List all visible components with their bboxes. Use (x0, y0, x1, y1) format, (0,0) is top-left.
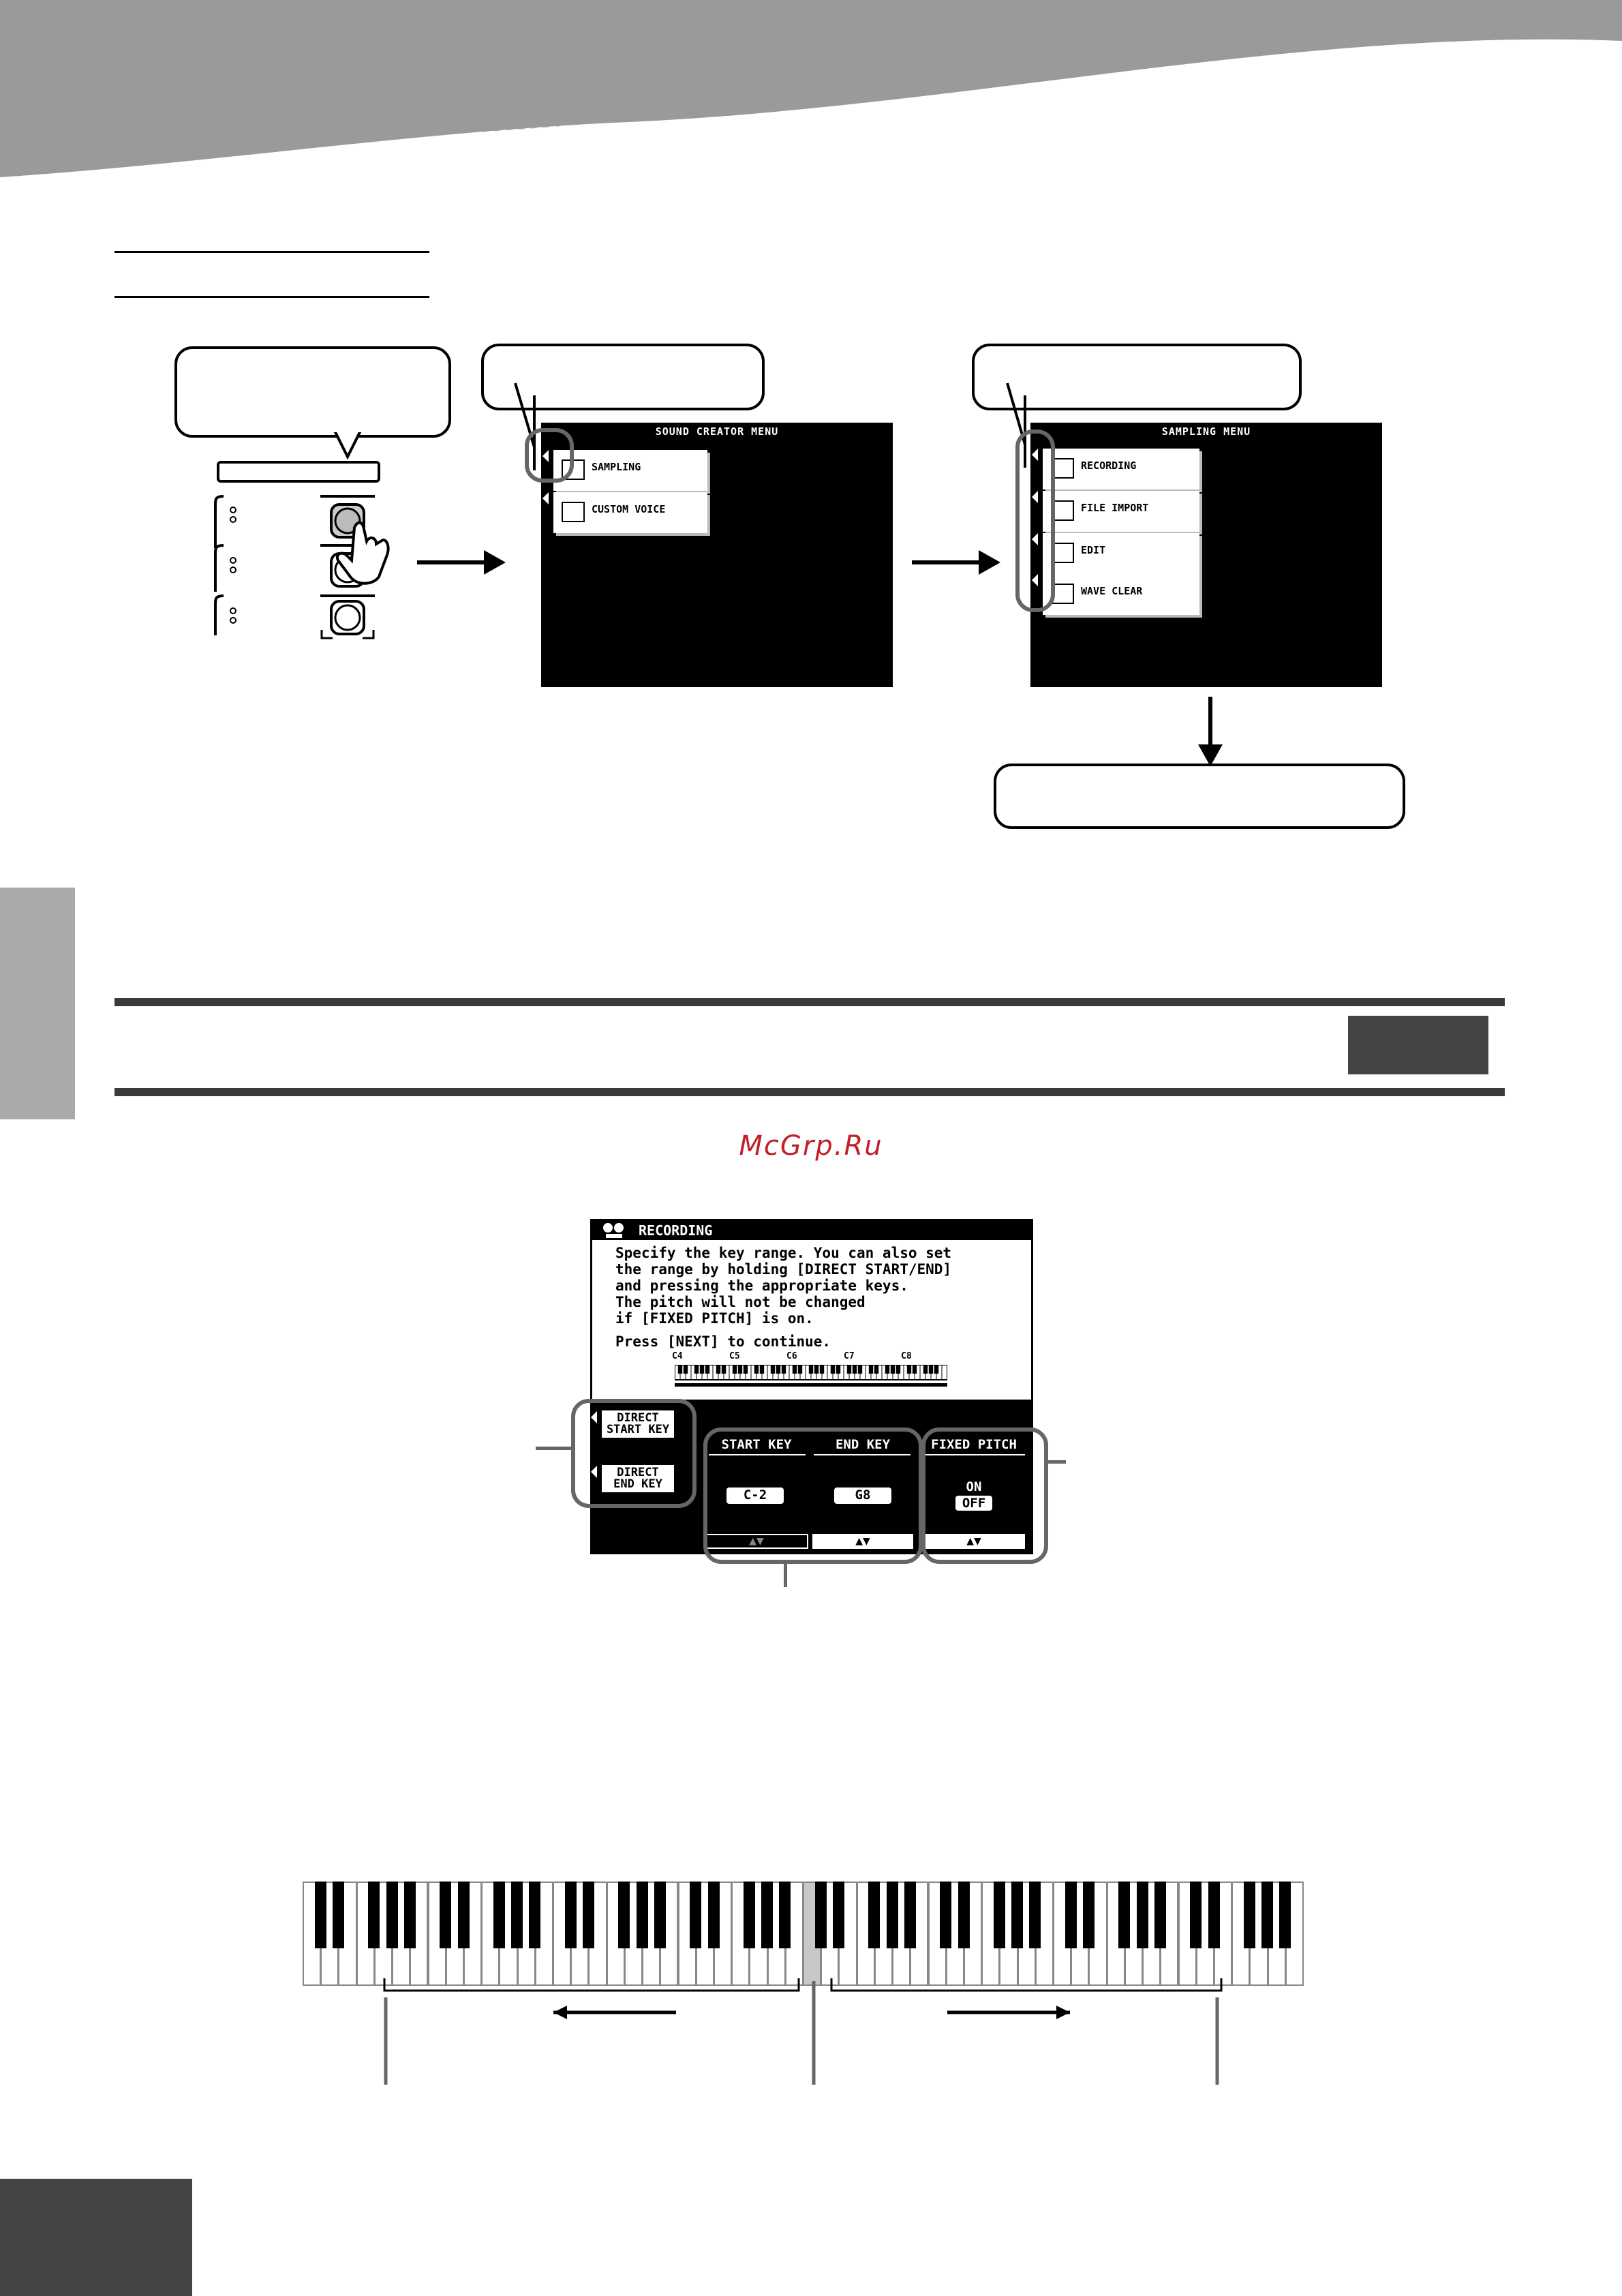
black-key (333, 1882, 344, 1948)
key-label-c7: C7 (844, 1351, 855, 1361)
black-key (887, 1882, 898, 1948)
black-key (1279, 1882, 1291, 1948)
key-label-c6: C6 (786, 1351, 797, 1361)
mini-keyboard-labels (672, 1351, 958, 1363)
menu-item-file-import[interactable]: FILE IMPORT (1043, 491, 1199, 532)
menu-item-sampling[interactable]: SAMPLING (553, 450, 707, 491)
key-label-c4: C4 (672, 1351, 683, 1361)
ring-key-range (703, 1428, 923, 1564)
ring-direct-keys (571, 1399, 697, 1508)
panel-button-group (211, 489, 395, 646)
end-key-updown[interactable]: ▲▼ (812, 1534, 913, 1549)
black-key (493, 1882, 505, 1948)
start-key-value[interactable]: C-2 (726, 1487, 784, 1504)
key-label-c5: C5 (729, 1351, 740, 1361)
fixed-pitch-label: FIXED PITCH (931, 1437, 1017, 1452)
black-key (815, 1882, 827, 1948)
black-key (637, 1882, 648, 1948)
black-key (1083, 1882, 1095, 1948)
highlight-ring-sampling (525, 428, 574, 483)
callout-pointer (333, 429, 363, 459)
fixed-pitch-off[interactable]: OFF (955, 1496, 992, 1511)
black-key (583, 1882, 594, 1948)
menu-item-edit[interactable]: EDIT (1043, 533, 1199, 574)
section-rule-top (114, 998, 1505, 1006)
sampling-menu-title: SAMPLING MENU (1161, 425, 1251, 438)
black-key (1137, 1882, 1148, 1948)
keyboard-diagram (303, 1882, 1303, 1987)
black-key (1118, 1882, 1130, 1948)
menu-item-recording[interactable]: RECORDING (1043, 449, 1199, 489)
black-key (708, 1882, 720, 1948)
page-number-block (0, 2179, 192, 2296)
sampling-menu-screen (1030, 423, 1382, 687)
header-halftone-band (0, 0, 1622, 184)
black-key (529, 1882, 540, 1948)
watermark: McGrp.Ru (739, 1130, 883, 1162)
black-key (1261, 1882, 1273, 1948)
panel-label-bar (217, 461, 380, 483)
black-key (744, 1882, 755, 1948)
title-rule-top (114, 251, 429, 253)
recording-instructions: Specify the key range. You can also set the range by holding [DIRECT START/END] and pressing the appropriate keys. The pitch will not be changed if [FIXED PITCH] is on. Press [NEXT] to continue. (615, 1245, 952, 1350)
custom-voice-icon (562, 502, 585, 522)
black-key (511, 1882, 523, 1948)
callout-bubble-result (994, 764, 1405, 829)
fixed-pitch-on[interactable]: ON (966, 1479, 982, 1494)
black-key (458, 1882, 470, 1948)
black-key (565, 1882, 577, 1948)
direct-end-key-button[interactable]: DIRECT END KEY (600, 1463, 676, 1494)
black-key (833, 1882, 844, 1948)
sound-creator-menu-screen (541, 423, 893, 687)
leader-fixed-pitch (1044, 1460, 1066, 1464)
title-rule-bottom (114, 296, 429, 298)
flow-arrow-1-line (417, 560, 485, 564)
sound-creator-menu-title: SOUND CREATOR MENU (655, 425, 779, 438)
black-key (868, 1882, 880, 1948)
start-key-label: START KEY (721, 1437, 792, 1452)
black-key (315, 1882, 326, 1948)
end-key-label: END KEY (835, 1437, 891, 1452)
black-key (1011, 1882, 1023, 1948)
black-key (1190, 1882, 1202, 1948)
leader-key-range (784, 1560, 787, 1587)
black-key (440, 1882, 451, 1948)
black-key (1154, 1882, 1166, 1948)
end-key-value[interactable]: G8 (834, 1487, 891, 1504)
flow-arrow-2-line (912, 560, 980, 564)
recording-icon (602, 1222, 626, 1240)
highlight-ring-sampling-menu (1015, 429, 1055, 612)
direct-start-key-button[interactable]: DIRECT START KEY (600, 1408, 676, 1440)
menu-select-arrow (542, 492, 549, 504)
flow-arrow-1-head (484, 550, 506, 575)
black-key (904, 1882, 916, 1948)
ring-fixed-pitch (921, 1428, 1048, 1564)
black-key (1029, 1882, 1041, 1948)
black-key (404, 1882, 416, 1948)
leader-direct-keys (536, 1447, 571, 1450)
side-tab (0, 888, 75, 1119)
menu-item-wave-clear[interactable]: WAVE CLEAR (1043, 574, 1199, 615)
start-key-updown[interactable]: ▲▼ (705, 1534, 808, 1549)
black-key (1208, 1882, 1220, 1948)
black-key (958, 1882, 970, 1948)
black-key (761, 1882, 773, 1948)
black-key (618, 1882, 630, 1948)
black-key (779, 1882, 791, 1948)
mini-keyboard (675, 1365, 947, 1388)
black-key (368, 1882, 380, 1948)
black-key (994, 1882, 1005, 1948)
range-brackets (368, 1977, 1254, 2086)
black-key (1065, 1882, 1077, 1948)
black-key (940, 1882, 951, 1948)
black-key (690, 1882, 701, 1948)
black-key (654, 1882, 666, 1948)
black-key (1244, 1882, 1255, 1948)
callout-bubble-panel (174, 346, 451, 438)
key-label-c8: C8 (901, 1351, 912, 1361)
black-key (386, 1882, 398, 1948)
fixed-pitch-updown[interactable]: ▲▼ (923, 1534, 1025, 1549)
section-tag-block (1348, 1016, 1488, 1074)
section-rule-bottom (114, 1088, 1505, 1096)
menu-item-custom-voice[interactable]: CUSTOM VOICE (553, 492, 707, 533)
recording-title: RECORDING (639, 1222, 713, 1239)
flow-arrow-2-head (979, 550, 1000, 575)
flow-arrow-down-line (1208, 697, 1212, 747)
